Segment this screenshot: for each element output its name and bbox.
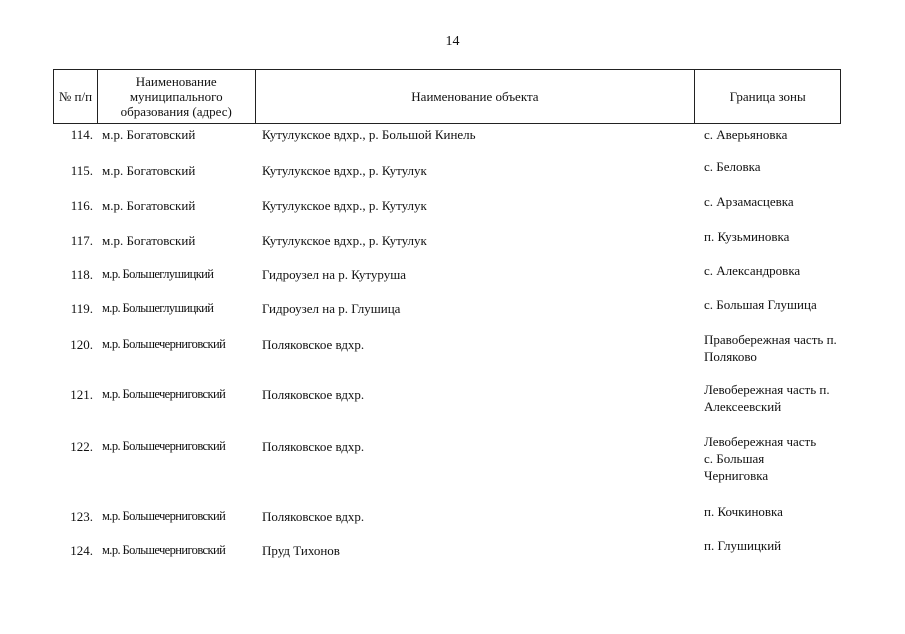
row-zone: п. Кузьминовка bbox=[704, 229, 790, 244]
header-col-number: № п/п bbox=[54, 70, 98, 123]
row-municipality: м.р. Богатовский bbox=[102, 233, 196, 248]
row-municipality: м.р. Богатовский bbox=[102, 198, 196, 213]
row-municipality: м.р. Большечерниговский bbox=[102, 543, 226, 557]
row-zone: с. Александровка bbox=[704, 263, 801, 278]
row-object: Гидроузел на р. Кутуруша bbox=[262, 267, 407, 282]
row-zone: Правобережная часть п. Поляково bbox=[704, 332, 837, 364]
row-object: Поляковское вдхр. bbox=[262, 439, 365, 454]
row-municipality: м.р. Большеглушицкий bbox=[102, 301, 214, 315]
row-municipality: м.р. Большечерниговский bbox=[102, 337, 226, 351]
table-header bbox=[53, 69, 841, 124]
page-number: 14 bbox=[445, 34, 460, 49]
row-municipality: м.р. Большечерниговский bbox=[102, 509, 226, 523]
row-municipality: м.р. Богатовский bbox=[102, 127, 196, 142]
row-municipality: м.р. Большечерниговский bbox=[102, 439, 226, 453]
row-zone: п. Кочкиновка bbox=[704, 504, 783, 519]
row-number: 124. bbox=[70, 543, 93, 558]
row-object: Поляковское вдхр. bbox=[262, 337, 365, 352]
row-number: 122. bbox=[70, 439, 93, 454]
header-col-zone: Граница зоны bbox=[729, 89, 806, 104]
row-object: Гидроузел на р. Глушица bbox=[262, 301, 401, 316]
row-zone: с. Аверьяновка bbox=[704, 127, 788, 142]
row-number: 121. bbox=[70, 387, 93, 402]
row-municipality: м.р. Богатовский bbox=[102, 163, 196, 178]
row-number: 119. bbox=[70, 301, 93, 316]
row-zone: с. Арзамасцевка bbox=[704, 194, 794, 209]
row-object: Кутулукское вдхр., р. Кутулук bbox=[262, 198, 427, 213]
header-col-municipality: Наименование муниципального образования (адрес) bbox=[98, 70, 256, 123]
row-number: 120. bbox=[70, 337, 93, 352]
header-col-object: Наименование объекта bbox=[256, 70, 696, 123]
row-zone: с. Большая Глушица bbox=[704, 297, 817, 312]
row-zone: п. Глушицкий bbox=[704, 538, 782, 553]
row-municipality: м.р. Большечерниговский bbox=[102, 387, 226, 401]
row-number: 115. bbox=[70, 163, 93, 178]
row-object: Кутулукское вдхр., р. Кутулук bbox=[262, 233, 427, 248]
row-municipality: м.р. Большеглушицкий bbox=[102, 267, 214, 281]
row-number: 123. bbox=[70, 509, 93, 524]
row-number: 114. bbox=[70, 127, 93, 142]
row-number: 118. bbox=[70, 267, 93, 282]
row-object: Поляковское вдхр. bbox=[262, 509, 365, 524]
row-zone: с. Беловка bbox=[704, 159, 761, 174]
row-number: 117. bbox=[70, 233, 93, 248]
row-zone: Левобережная часть с. Большая Черниговка bbox=[704, 434, 817, 483]
row-object: Кутулукское вдхр., р. Кутулук bbox=[262, 163, 427, 178]
row-object: Пруд Тихонов bbox=[262, 543, 340, 558]
row-object: Поляковское вдхр. bbox=[262, 387, 365, 402]
row-number: 116. bbox=[70, 198, 93, 213]
row-zone: Левобережная часть п. Алексеевский bbox=[704, 382, 830, 414]
row-object: Кутулукское вдхр., р. Большой Кинель bbox=[262, 127, 476, 142]
